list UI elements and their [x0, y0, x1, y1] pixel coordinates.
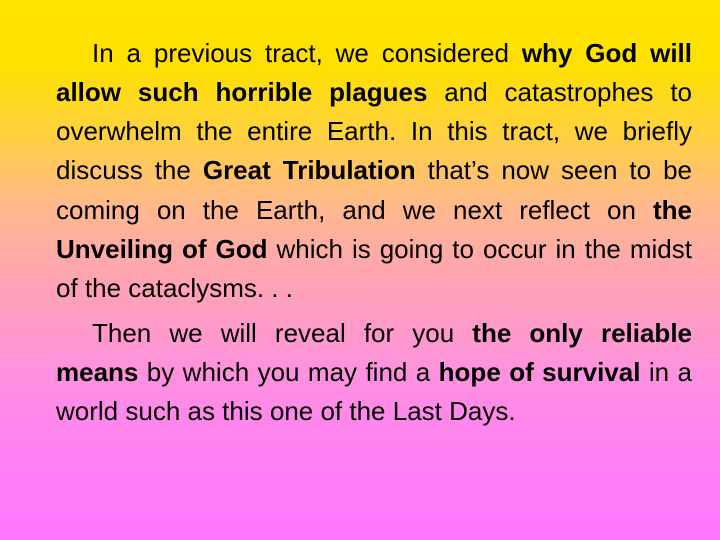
slide-body-text	[56, 34, 692, 431]
text-run: that’s now seen to be coming on the Earth, and we next reflect on	[56, 155, 692, 225]
emphasis-run: hope of survival	[438, 357, 641, 387]
emphasis-run: the only reliable means	[56, 317, 692, 387]
emphasis-run: Great Tribulation	[202, 155, 416, 186]
text-run: In a previous tract, we considered	[92, 38, 522, 68]
text-run: by which you may find a	[138, 357, 439, 387]
paragraph-1	[56, 34, 692, 308]
emphasis-run: the Unveiling of God	[56, 194, 692, 264]
text-run: Then we will reveal for you	[92, 317, 473, 348]
paragraph-2	[56, 314, 692, 431]
text-run: which is going to occur in the midst of the cataclysms. . .	[56, 233, 692, 303]
text-run: in a world such as this one of the Last Days.	[56, 357, 692, 427]
emphasis-run: why God will allow such horrible plagues	[56, 38, 692, 108]
text-run: and catastrophes to overwhelm the entire Earth. In this tract, we briefly discuss the	[56, 77, 692, 186]
